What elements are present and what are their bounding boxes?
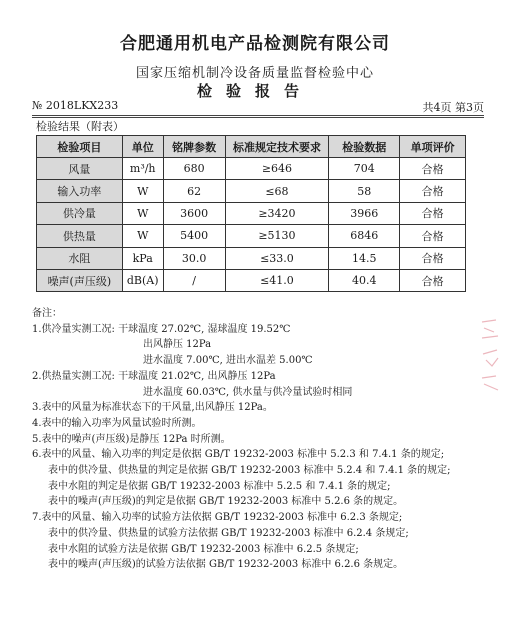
note-line: 4.表中的输入功率为风量试验时所测。: [32, 417, 202, 429]
column-header: 单项评价: [400, 136, 466, 158]
requirement-cell: ≤33.0: [225, 247, 329, 269]
note-line: 3.表中的风量为标准状态下的干风量,出风静压 12Pa。: [32, 402, 273, 414]
table-row: [37, 247, 466, 269]
item-cell: 供冷量: [37, 202, 123, 224]
unit-cell: dB(A): [122, 269, 163, 291]
results-subtitle: 检验结果（附表）: [36, 120, 124, 133]
requirement-cell: ≥5130: [225, 225, 329, 247]
page-info: 共4页 第3页: [422, 101, 484, 114]
note-line: 表中的噪声(声压级)的判定是依据 GB/T 19232-2003 标准中 5.2.6 条的规定。: [48, 496, 404, 508]
measured-cell: 6846: [329, 225, 400, 247]
note-line: 表中的噪声(声压级)的试验方法依据 GB/T 19232-2003 标准中 6.2.6 条规定。: [48, 559, 404, 571]
center-title: 国家压缩机制冷设备质量监督检验中心: [135, 66, 374, 81]
table-row: [37, 269, 466, 291]
nameplate-cell: /: [163, 269, 225, 291]
unit-cell: kPa: [122, 247, 163, 269]
note-line: 表中水阻的试验方法是依据 GB/T 19232-2003 标准中 6.2.5 条规定;: [48, 543, 359, 555]
item-cell: 噪声(声压级): [37, 269, 123, 291]
column-header: 单位: [122, 136, 163, 158]
item-cell: 供热量: [37, 225, 123, 247]
table-row: [37, 225, 466, 247]
table-row: [37, 158, 466, 180]
unit-cell: W: [122, 180, 163, 202]
nameplate-cell: 62: [163, 180, 225, 202]
evaluation-cell: 合格: [400, 247, 466, 269]
table-header-row: [37, 136, 466, 158]
note-line: 出风静压 12Pa: [143, 339, 212, 351]
table-row: [37, 180, 466, 202]
note-line: 7.表中的风量、输入功率的试验方法依据 GB/T 19232-2003 标准中 6.2.3 条规定;: [32, 512, 403, 524]
note-line: 1.供冷量实测工况: 干球温度 27.02℃, 湿球温度 19.52℃: [32, 323, 291, 335]
nameplate-cell: 30.0: [163, 247, 225, 269]
results-table: [36, 135, 466, 292]
notes-heading: 备注：: [32, 308, 62, 319]
requirement-cell: ≥646: [225, 158, 329, 180]
requirement-cell: ≥3420: [225, 202, 329, 224]
unit-cell: W: [122, 225, 163, 247]
header-divider: [32, 115, 484, 116]
item-cell: 水阻: [37, 247, 123, 269]
report-title: 检验报告: [196, 82, 313, 100]
unit-cell: W: [122, 202, 163, 224]
column-header: 检验数据: [329, 136, 400, 158]
note-line: 2.供热量实测工况: 干球温度 21.02℃, 出风静压 12Pa: [32, 370, 276, 382]
evaluation-cell: 合格: [400, 225, 466, 247]
measured-cell: 40.4: [329, 269, 400, 291]
column-header: 标准规定技术要求: [225, 136, 329, 158]
evaluation-cell: 合格: [400, 269, 466, 291]
note-line: 表中的供冷量、供热量的试验方法依据 GB/T 19232-2003 标准中 6.2.4 条规定;: [48, 527, 409, 539]
note-line: 表中水阻的判定是依据 GB/T 19232-2003 标准中 5.2.5 和 7.4.1 条的规定;: [48, 480, 391, 492]
report-number: № 2018LKX233: [32, 99, 119, 112]
notes-section: [32, 306, 482, 573]
measured-cell: 58: [329, 180, 400, 202]
item-cell: 输入功率: [37, 180, 123, 202]
seal-stamp-mark: [478, 318, 502, 396]
nameplate-cell: 5400: [163, 225, 225, 247]
note-line: 5.表中的噪声(声压级)是静压 12Pa 时所测。: [32, 433, 231, 445]
unit-cell: m³/h: [122, 158, 163, 180]
item-cell: 风量: [37, 158, 123, 180]
requirement-cell: ≤68: [225, 180, 329, 202]
note-line: 6.表中的风量、输入功率的判定是依据 GB/T 19232-2003 标准中 5.2.3 和 7.4.1 条的规定;: [32, 449, 445, 461]
requirement-cell: ≤41.0: [225, 269, 329, 291]
note-line: 表中的供冷量、供热量的判定是依据 GB/T 19232-2003 标准中 5.2.4 和 7.4.1 条的规定;: [48, 465, 451, 477]
measured-cell: 14.5: [329, 247, 400, 269]
column-header: 检验项目: [37, 136, 123, 158]
measured-cell: 3966: [329, 202, 400, 224]
column-header: 铭牌参数: [163, 136, 225, 158]
evaluation-cell: 合格: [400, 202, 466, 224]
evaluation-cell: 合格: [400, 158, 466, 180]
organization-title: 合肥通用机电产品检测院有限公司: [120, 34, 390, 54]
note-line: 进水温度 60.03℃, 供水量与供冷量试验时相同: [143, 386, 353, 398]
table-row: [37, 202, 466, 224]
note-line: 进水温度 7.00℃, 进出水温差 5.00℃: [143, 355, 313, 367]
evaluation-cell: 合格: [400, 180, 466, 202]
nameplate-cell: 680: [163, 158, 225, 180]
nameplate-cell: 3600: [163, 202, 225, 224]
measured-cell: 704: [329, 158, 400, 180]
